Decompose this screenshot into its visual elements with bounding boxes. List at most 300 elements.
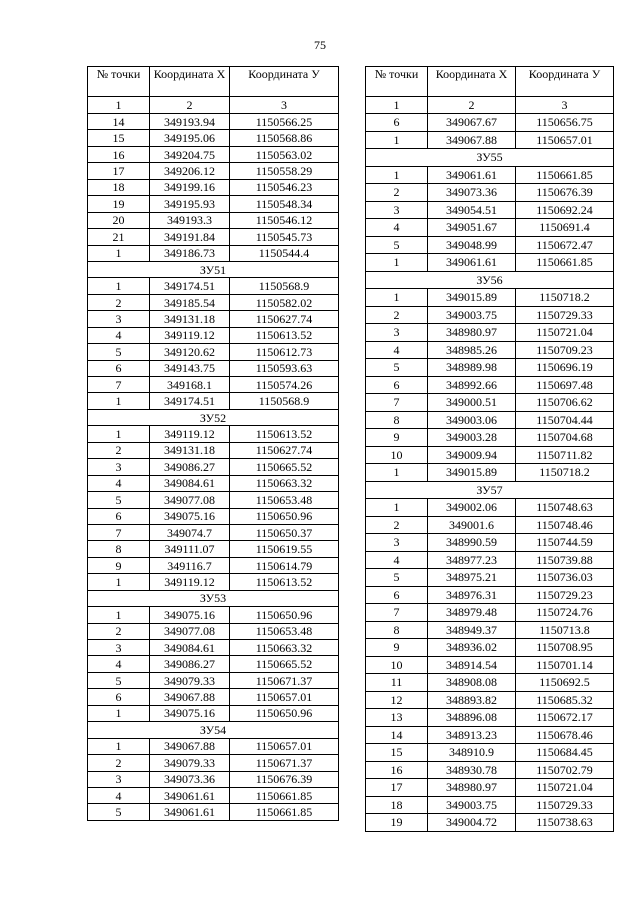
coordinate-y-cell: 1150545.73 [230,229,339,245]
coordinate-y-cell: 1150548.34 [230,196,339,212]
point-number-cell: 18 [366,796,428,814]
coordinate-x-cell: 349174.51 [150,393,230,409]
point-number-cell: 11 [366,674,428,692]
table-row [88,393,339,409]
point-number-cell: 1 [366,166,428,184]
point-number-cell: 1 [366,131,428,149]
coordinate-x-cell: 348989.98 [428,359,516,377]
table-row [88,738,339,754]
point-number-cell: 19 [88,196,150,212]
coordinate-y-cell: 1150582.02 [230,294,339,310]
table-row [366,464,614,482]
section-row [88,261,339,277]
coordinate-x-cell: 349206.12 [150,163,230,179]
coordinate-x-cell: 349067.88 [428,131,516,149]
coordinate-x-cell: 348976.31 [428,586,516,604]
point-number-cell: 5 [366,236,428,254]
table-row [88,524,339,540]
point-number-cell: 5 [88,804,150,820]
header-point-number: № точки [366,67,428,97]
coordinate-y-cell: 1150663.32 [230,640,339,656]
coordinate-x-cell: 349077.08 [150,492,230,508]
coordinate-y-cell: 1150613.52 [230,327,339,343]
section-row [366,149,614,167]
index-row [88,97,339,114]
coordinate-x-cell: 349054.51 [428,201,516,219]
coordinate-x-cell: 349077.08 [150,623,230,639]
table-body [366,114,614,832]
point-number-cell: 1 [366,464,428,482]
coordinate-x-cell: 349168.1 [150,377,230,393]
coordinate-y-cell: 1150691.4 [516,219,614,237]
section-label: ЗУ55 [366,149,614,167]
point-number-cell: 4 [88,787,150,803]
table-row [88,327,339,343]
coordinate-x-cell: 349191.84 [150,229,230,245]
table-row [88,787,339,803]
table-row [88,475,339,491]
coordinate-y-cell: 1150665.52 [230,459,339,475]
coordinate-y-cell: 1150650.96 [230,508,339,524]
point-number-cell: 1 [88,426,150,442]
point-number-cell: 4 [88,656,150,672]
point-number-cell: 1 [88,738,150,754]
coordinate-x-cell: 349074.7 [150,524,230,540]
coordinate-x-cell: 349067.88 [150,689,230,705]
page-number: 75 [314,38,326,52]
coordinate-x-cell: 349119.12 [150,574,230,590]
coordinate-y-cell: 1150676.39 [230,771,339,787]
coordinate-x-cell: 348990.59 [428,534,516,552]
coordinate-x-cell: 349061.61 [150,804,230,820]
coordinate-y-cell: 1150684.45 [516,744,614,762]
coordinate-y-cell: 1150704.44 [516,411,614,429]
table-row [366,656,614,674]
table-row [88,311,339,327]
point-number-cell: 4 [88,327,150,343]
coordinate-x-cell: 349143.75 [150,360,230,376]
coordinate-y-cell: 1150748.63 [516,499,614,517]
table-row [88,130,339,146]
coordinate-x-cell: 349004.72 [428,814,516,832]
coordinate-y-cell: 1150661.85 [230,787,339,803]
coordinate-y-cell: 1150671.37 [230,672,339,688]
point-number-cell: 12 [366,691,428,709]
point-number-cell: 2 [88,442,150,458]
coordinate-x-cell: 349086.27 [150,656,230,672]
section-label: ЗУ53 [88,590,339,606]
table-row [88,196,339,212]
table-row [88,459,339,475]
section-label: ЗУ57 [366,481,614,499]
coordinate-y-cell: 1150650.37 [230,524,339,540]
coordinate-y-cell: 1150568.86 [230,130,339,146]
point-number-cell: 5 [88,672,150,688]
point-number-cell: 5 [366,359,428,377]
point-number-cell: 8 [366,621,428,639]
table-row [366,324,614,342]
coordinate-y-cell: 1150613.52 [230,574,339,590]
coordinate-y-cell: 1150665.52 [230,656,339,672]
coordinate-x-cell: 348992.66 [428,376,516,394]
coordinate-y-cell: 1150736.03 [516,569,614,587]
table-row [88,557,339,573]
point-number-cell: 14 [366,726,428,744]
point-number-cell: 2 [366,306,428,324]
header-point-number: № точки [88,67,150,97]
table-row [88,212,339,228]
coordinate-y-cell: 1150709.23 [516,341,614,359]
table-row [88,508,339,524]
coordinate-y-cell: 1150657.01 [230,738,339,754]
coordinate-x-cell: 349120.62 [150,344,230,360]
coordinate-y-cell: 1150724.76 [516,604,614,622]
section-label: ЗУ56 [366,271,614,289]
coordinate-y-cell: 1150713.8 [516,621,614,639]
point-number-cell: 18 [88,179,150,195]
point-number-cell: 14 [88,114,150,130]
coordinate-x-cell: 349193.94 [150,114,230,130]
header-row [366,67,614,97]
point-number-cell: 2 [366,516,428,534]
point-number-cell: 10 [366,446,428,464]
coordinate-y-cell: 1150546.12 [230,212,339,228]
coordinate-y-cell: 1150614.79 [230,557,339,573]
coordinate-y-cell: 1150672.47 [516,236,614,254]
coordinate-y-cell: 1150738.63 [516,814,614,832]
coordinate-y-cell: 1150718.2 [516,464,614,482]
coordinate-x-cell: 349174.51 [150,278,230,294]
point-number-cell: 6 [366,114,428,132]
coordinate-y-cell: 1150729.33 [516,796,614,814]
table-row [366,411,614,429]
point-number-cell: 7 [88,377,150,393]
coordinate-y-cell: 1150748.46 [516,516,614,534]
coordinate-y-cell: 1150711.82 [516,446,614,464]
table-row [88,804,339,820]
point-number-cell: 6 [88,360,150,376]
table-row [366,744,614,762]
table-row [366,429,614,447]
coordinate-x-cell: 349009.94 [428,446,516,464]
coordinate-y-cell: 1150678.46 [516,726,614,744]
point-number-cell: 2 [366,184,428,202]
table-row [88,360,339,376]
coordinate-x-cell: 349067.67 [428,114,516,132]
coordinate-y-cell: 1150671.37 [230,755,339,771]
coordinate-x-cell: 348980.97 [428,779,516,797]
point-number-cell: 7 [366,394,428,412]
table-row [88,163,339,179]
point-number-cell: 3 [88,771,150,787]
coordinate-x-cell: 349067.88 [150,738,230,754]
table-row [88,179,339,195]
coordinate-y-cell: 1150544.4 [230,245,339,261]
table-row [366,219,614,237]
coordinate-x-cell: 349195.93 [150,196,230,212]
point-number-cell: 1 [88,393,150,409]
coordinate-y-cell: 1150546.23 [230,179,339,195]
coordinate-y-cell: 1150563.02 [230,146,339,162]
coordinate-x-cell: 348980.97 [428,324,516,342]
coordinate-y-cell: 1150568.9 [230,393,339,409]
coordinate-y-cell: 1150558.29 [230,163,339,179]
table-row [88,771,339,787]
coordinate-x-cell: 349186.73 [150,245,230,261]
table-row [88,245,339,261]
table-row [88,623,339,639]
coordinate-x-cell: 348936.02 [428,639,516,657]
coordinate-x-cell: 349061.61 [428,166,516,184]
header-coordinate-y: Координата У [516,67,614,97]
coordinate-y-cell: 1150566.25 [230,114,339,130]
coordinate-x-cell: 349000.51 [428,394,516,412]
coordinate-x-cell: 349061.61 [428,254,516,272]
point-number-cell: 3 [366,201,428,219]
table-row [366,761,614,779]
table-row [366,569,614,587]
point-number-cell: 9 [366,429,428,447]
point-number-cell: 9 [366,639,428,657]
coordinate-x-cell: 348930.78 [428,761,516,779]
coordinate-x-cell: 349003.28 [428,429,516,447]
table-row [88,377,339,393]
table-row [366,674,614,692]
point-number-cell: 16 [88,146,150,162]
point-number-cell: 13 [366,709,428,727]
coordinate-x-cell: 349199.16 [150,179,230,195]
coordinate-y-cell: 1150701.14 [516,656,614,674]
coordinate-x-cell: 349131.18 [150,442,230,458]
coordinate-y-cell: 1150627.74 [230,311,339,327]
coordinate-y-cell: 1150696.19 [516,359,614,377]
coordinate-x-cell: 349204.75 [150,146,230,162]
table-row [88,541,339,557]
point-number-cell: 20 [88,212,150,228]
table-row [366,376,614,394]
table-row [366,289,614,307]
coordinates-table-left [87,66,339,821]
index-cell: 2 [428,97,516,114]
coordinate-x-cell: 349073.36 [428,184,516,202]
coordinate-x-cell: 349119.12 [150,327,230,343]
header-row [88,67,339,97]
point-number-cell: 4 [366,341,428,359]
coordinate-x-cell: 349119.12 [150,426,230,442]
index-cell: 2 [150,97,230,114]
section-label: ЗУ54 [88,722,339,738]
table-row [366,551,614,569]
table-row [88,689,339,705]
point-number-cell: 1 [88,705,150,721]
coordinate-x-cell: 349003.06 [428,411,516,429]
coordinate-y-cell: 1150619.55 [230,541,339,557]
table-row [88,672,339,688]
table-row [88,426,339,442]
coordinate-y-cell: 1150653.48 [230,623,339,639]
coordinate-y-cell: 1150568.9 [230,278,339,294]
coordinate-x-cell: 349079.33 [150,755,230,771]
coordinate-y-cell: 1150739.88 [516,551,614,569]
point-number-cell: 17 [366,779,428,797]
point-number-cell: 3 [88,311,150,327]
table-row [366,254,614,272]
coordinate-y-cell: 1150704.68 [516,429,614,447]
point-number-cell: 1 [366,499,428,517]
coordinate-x-cell: 349079.33 [150,672,230,688]
coordinate-x-cell: 349075.16 [150,607,230,623]
coordinate-y-cell: 1150721.04 [516,779,614,797]
coordinate-x-cell: 349195.06 [150,130,230,146]
index-cell: 3 [516,97,614,114]
section-row [88,722,339,738]
point-number-cell: 8 [366,411,428,429]
coordinate-y-cell: 1150650.96 [230,705,339,721]
table-row [366,201,614,219]
point-number-cell: 2 [88,755,150,771]
coordinate-y-cell: 1150702.79 [516,761,614,779]
section-row [366,271,614,289]
point-number-cell: 6 [88,508,150,524]
table-row [366,621,614,639]
coordinate-y-cell: 1150627.74 [230,442,339,458]
point-number-cell: 4 [88,475,150,491]
coordinate-y-cell: 1150692.5 [516,674,614,692]
coordinate-x-cell: 349193.3 [150,212,230,228]
coordinate-y-cell: 1150650.96 [230,607,339,623]
header-coordinate-y: Координата У [230,67,339,97]
coordinate-y-cell: 1150653.48 [230,492,339,508]
point-number-cell: 5 [366,569,428,587]
table-row [88,146,339,162]
coordinate-y-cell: 1150672.17 [516,709,614,727]
table-row [366,236,614,254]
coordinate-x-cell: 349084.61 [150,475,230,491]
coordinate-x-cell: 349075.16 [150,508,230,524]
index-cell: 1 [366,97,428,114]
coordinate-y-cell: 1150657.01 [230,689,339,705]
coordinate-x-cell: 348949.37 [428,621,516,639]
table-row [366,499,614,517]
table-row [88,114,339,130]
coordinate-x-cell: 349001.6 [428,516,516,534]
coordinate-x-cell: 348913.23 [428,726,516,744]
point-number-cell: 1 [88,607,150,623]
coordinate-x-cell: 349061.61 [150,787,230,803]
point-number-cell: 3 [88,640,150,656]
table-row [366,184,614,202]
coordinate-y-cell: 1150661.85 [516,166,614,184]
section-label: ЗУ51 [88,261,339,277]
coordinate-y-cell: 1150729.23 [516,586,614,604]
point-number-cell: 7 [88,524,150,540]
point-number-cell: 15 [366,744,428,762]
point-number-cell: 5 [88,492,150,508]
index-cell: 1 [88,97,150,114]
point-number-cell: 19 [366,814,428,832]
point-number-cell: 1 [366,254,428,272]
coordinate-x-cell: 349185.54 [150,294,230,310]
coordinate-y-cell: 1150692.24 [516,201,614,219]
point-number-cell: 3 [88,459,150,475]
point-number-cell: 5 [88,344,150,360]
table-row [366,726,614,744]
table-row [88,607,339,623]
point-number-cell: 7 [366,604,428,622]
header-coordinate-x: Координата Х [428,67,516,97]
coordinate-y-cell: 1150656.75 [516,114,614,132]
point-number-cell: 6 [366,376,428,394]
point-number-cell: 4 [366,219,428,237]
index-row [366,97,614,114]
table-row [366,446,614,464]
table-row [366,604,614,622]
coordinate-x-cell: 349003.75 [428,306,516,324]
coordinate-y-cell: 1150721.04 [516,324,614,342]
coordinate-x-cell: 349111.07 [150,541,230,557]
section-row [88,590,339,606]
table-row [366,341,614,359]
point-number-cell: 8 [88,541,150,557]
coordinate-x-cell: 349116.7 [150,557,230,573]
table-row [366,534,614,552]
table-row [88,656,339,672]
table-row [88,755,339,771]
coordinate-y-cell: 1150613.52 [230,426,339,442]
table-row [366,516,614,534]
coordinates-table-right [365,66,614,832]
coordinate-x-cell: 348975.21 [428,569,516,587]
coordinate-y-cell: 1150685.32 [516,691,614,709]
table-row [366,814,614,832]
table-row [366,639,614,657]
table-row [88,492,339,508]
coordinate-x-cell: 348908.08 [428,674,516,692]
table-row [366,394,614,412]
coordinate-x-cell: 349075.16 [150,705,230,721]
coordinate-y-cell: 1150676.39 [516,184,614,202]
coordinate-y-cell: 1150574.26 [230,377,339,393]
table-row [366,306,614,324]
coordinate-x-cell: 349073.36 [150,771,230,787]
point-number-cell: 17 [88,163,150,179]
coordinate-x-cell: 349003.75 [428,796,516,814]
coordinate-y-cell: 1150706.62 [516,394,614,412]
point-number-cell: 6 [88,689,150,705]
coordinate-x-cell: 348979.48 [428,604,516,622]
coordinate-y-cell: 1150697.48 [516,376,614,394]
coordinate-x-cell: 349086.27 [150,459,230,475]
section-label: ЗУ52 [88,409,339,425]
coordinate-x-cell: 349048.99 [428,236,516,254]
coordinate-y-cell: 1150708.95 [516,639,614,657]
coordinate-x-cell: 349015.89 [428,464,516,482]
table-row [88,229,339,245]
table-row [366,114,614,132]
point-number-cell: 16 [366,761,428,779]
table-row [366,166,614,184]
point-number-cell: 4 [366,551,428,569]
coordinate-y-cell: 1150663.32 [230,475,339,491]
table-row [366,779,614,797]
point-number-cell: 2 [88,623,150,639]
coordinate-y-cell: 1150657.01 [516,131,614,149]
table-row [366,359,614,377]
point-number-cell: 1 [88,245,150,261]
table-row [366,796,614,814]
section-row [366,481,614,499]
coordinate-x-cell: 348977.23 [428,551,516,569]
